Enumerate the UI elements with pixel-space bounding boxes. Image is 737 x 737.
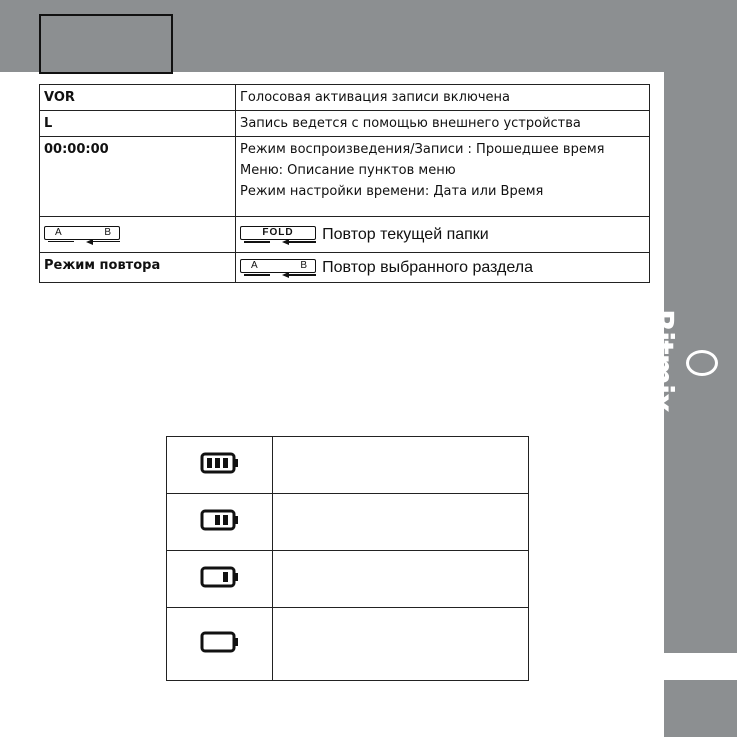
corner-tab (664, 680, 737, 737)
symbol-repeat-mode: Режим повтора (40, 253, 236, 283)
description-cell (236, 253, 650, 283)
battery-cell (167, 437, 273, 494)
table-row (167, 608, 529, 681)
table-row (40, 111, 650, 137)
battery-cell (167, 494, 273, 551)
description-cell: Запись ведется с помощью внешнего устройства (236, 111, 650, 137)
symbol-l: L (40, 111, 236, 137)
table-row (167, 494, 529, 551)
symbol-cell (40, 217, 236, 253)
description-cell (236, 137, 650, 217)
battery-cell (167, 608, 273, 681)
table-row (167, 437, 529, 494)
table-row (167, 551, 529, 608)
description-line: Меню: Описание пунктов меню (240, 163, 456, 178)
fold-repeat-icon: FOLD (240, 226, 318, 244)
ab-repeat-icon: A B (240, 259, 318, 277)
battery-cell (167, 551, 273, 608)
table-row (40, 137, 650, 217)
page-number-box (39, 14, 173, 74)
symbol-vor: VOR (40, 85, 236, 111)
table-row (40, 253, 650, 283)
brand-logo: Ritmix (681, 309, 721, 399)
battery-two-thirds-icon (200, 508, 240, 532)
battery-description-cell (273, 551, 529, 608)
symbol-time: 00:00:00 (40, 137, 236, 217)
battery-one-third-icon (200, 565, 240, 589)
battery-full-icon (200, 451, 240, 475)
battery-table (166, 436, 529, 681)
ab-repeat-icon: A B (44, 226, 122, 244)
table-row (40, 217, 650, 253)
battery-description-cell (273, 608, 529, 681)
description-line: Режим настройки времени: Дата или Время (240, 184, 544, 199)
description-cell: Голосовая активация записи включена (236, 85, 650, 111)
description-text: Повтор текущей папки (322, 225, 489, 243)
battery-description-cell (273, 437, 529, 494)
display-icons-table (39, 84, 650, 283)
description-cell (236, 217, 650, 253)
battery-description-cell (273, 494, 529, 551)
description-line: Режим воспроизведения/Записи : Прошедшее время (240, 142, 605, 157)
description-text: Повтор выбранного раздела (322, 258, 533, 276)
battery-empty-icon (200, 630, 240, 654)
table-row (40, 85, 650, 111)
